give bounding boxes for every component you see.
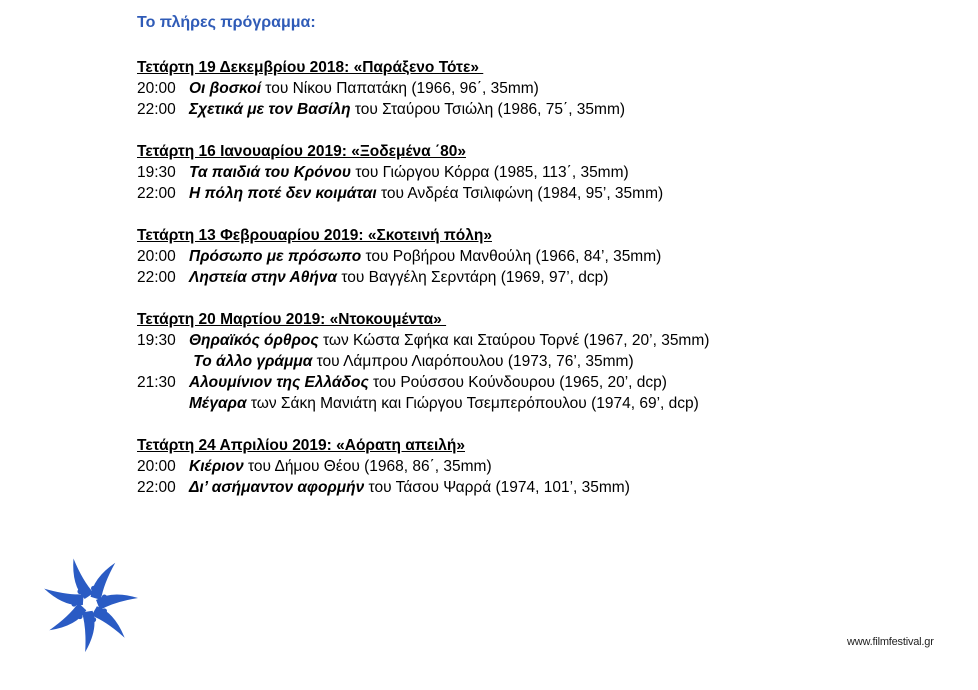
screening-time: 19:30	[137, 332, 176, 349]
logo-center	[83, 597, 97, 611]
film-details: του Ροβήρου Μανθούλη (1966, 84’, 35mm)	[361, 248, 662, 265]
screening-time: 20:00	[137, 80, 176, 97]
film-details: του Νίκου Παπατάκη (1966, 96΄, 35mm)	[261, 80, 539, 97]
film-title: Τα παιδιά του Κρόνου	[189, 164, 352, 181]
screening-line	[137, 267, 957, 288]
screening-line	[137, 99, 957, 120]
film-details: των Κώστα Σφήκα και Σταύρου Τορνέ (1967, 20’, 35mm)	[318, 332, 710, 349]
film-title: Κιέριον	[189, 458, 244, 475]
program-section	[137, 435, 957, 498]
screening-line	[137, 246, 957, 267]
program-section	[137, 57, 957, 120]
screening-line	[137, 351, 957, 372]
film-title: Μέγαρα	[189, 395, 247, 412]
screening-line	[137, 372, 957, 393]
screening-time: 21:30	[137, 374, 176, 391]
screening-time: 22:00	[137, 479, 176, 496]
screening-time: 22:00	[137, 185, 176, 202]
screening-time: 20:00	[137, 458, 176, 475]
program-section	[137, 309, 957, 414]
screening-line	[137, 330, 957, 351]
section-title: Τετάρτη 24 Απριλίου 2019: «Αόρατη απειλή»	[137, 437, 465, 454]
film-title: Σχετικά με τον Βασίλη	[189, 101, 351, 118]
screening-time: 22:00	[137, 101, 176, 118]
page-heading: Το πλήρες πρόγραμμα:	[137, 14, 316, 31]
logo-blade	[70, 556, 95, 600]
film-title: Η πόλη ποτέ δεν κοιμάται	[189, 185, 377, 202]
film-title: Το άλλο γράμμα	[189, 353, 313, 370]
program-section	[137, 225, 957, 288]
film-title: Αλουμίνιον της Ελλάδος	[189, 374, 369, 391]
film-title: Ληστεία στην Αθήνα	[189, 269, 338, 286]
program-list	[137, 57, 957, 519]
film-details: του Γιώργου Κόρρα (1985, 113΄, 35mm)	[351, 164, 629, 181]
film-title: Πρόσωπο με πρόσωπο	[189, 248, 362, 265]
film-title: Οι βοσκοί	[189, 80, 261, 97]
film-details: του Ανδρέα Τσιλιφώνη (1984, 95’, 35mm)	[376, 185, 664, 202]
film-title: Δι’ ασήμαντον αφορμήν	[189, 479, 365, 496]
film-title: Θηραϊκός όρθρος	[189, 332, 319, 349]
screening-time: 22:00	[137, 269, 176, 286]
screening-time: 20:00	[137, 248, 176, 265]
festival-star-logo-icon	[38, 552, 142, 656]
film-details: των Σάκη Μανιάτη και Γιώργου Τσεμπερόπουλου (1974, 69’, dcp)	[246, 395, 699, 412]
screening-time: 19:30	[137, 164, 176, 181]
film-details: του Σταύρου Τσιώλη (1986, 75΄, 35mm)	[350, 101, 626, 118]
logo-blade	[89, 603, 127, 646]
section-title: Τετάρτη 19 Δεκεμβρίου 2018: «Παράξενο Τότε»	[137, 59, 484, 76]
screening-line	[137, 78, 957, 99]
website-url: www.filmfestival.gr	[847, 636, 934, 648]
section-title: Τετάρτη 20 Μαρτίου 2019: «Ντοκουμέντα»	[137, 311, 447, 328]
screening-line	[137, 477, 957, 498]
section-title: Τετάρτη 16 Ιανουαρίου 2019: «Ξοδεμένα ΄80»	[137, 143, 466, 160]
program-section	[137, 141, 957, 204]
screening-line	[137, 162, 957, 183]
film-details: του Τάσου Ψαρρά (1974, 101’, 35mm)	[364, 479, 630, 496]
section-title: Τετάρτη 13 Φεβρουαρίου 2019: «Σκοτεινή πόλη»	[137, 227, 492, 244]
film-details: του Βαγγέλη Σερντάρη (1969, 97’, dcp)	[337, 269, 609, 286]
screening-line	[137, 183, 957, 204]
logo-dot	[102, 594, 107, 599]
film-details: του Δήμου Θέου (1968, 86΄, 35mm)	[243, 458, 492, 475]
screening-line	[137, 393, 957, 414]
film-details: του Λάμπρου Λιαρόπουλου (1973, 76’, 35mm)	[312, 353, 634, 370]
screening-line	[137, 456, 957, 477]
film-details: του Ρούσσου Κούνδουρου (1965, 20’, dcp)	[368, 374, 667, 391]
